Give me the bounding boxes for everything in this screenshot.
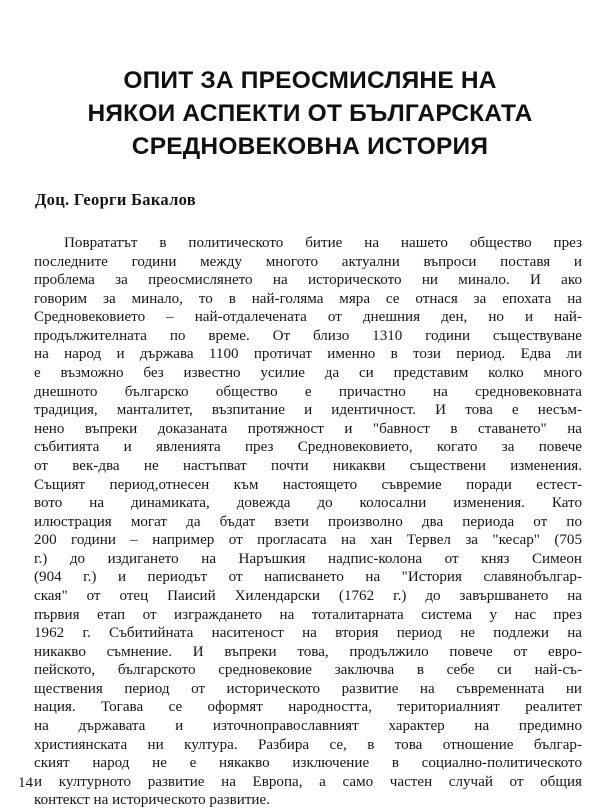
page-number: 14	[18, 775, 33, 791]
text-line: 1962 г. Събитийната наситеност на втория период не подлежи на	[34, 625, 582, 642]
text-line: илюстрация могат да бъдат взети произволно два периода от по	[34, 513, 582, 530]
text-line: Поврататът в политическото битие на нашето общество през	[64, 235, 582, 251]
author-byline: Доц. Георги Бакалов	[35, 190, 196, 209]
text-line: никакво съмнение. И въпреки това, продължило повече от евро-	[34, 643, 582, 660]
text-line: ществения период от историческото развитие на съвременната ни	[34, 680, 582, 697]
text-line: последните години между многото актуални въпроси поставя и	[34, 253, 582, 270]
text-line: 200 години – например от прогласата на хан Тервел за "кесар" (705	[34, 532, 582, 549]
body-paragraph	[34, 234, 582, 810]
text-line: събитията и явленията през Средновековието, когато за повече	[34, 439, 582, 456]
title-line: НЯКОИ АСПЕКТИ ОТ БЪЛГАРСКАТА	[87, 100, 533, 127]
text-line: Същият период,отнесен към настоящето съвремие поради естест-	[34, 476, 582, 493]
text-line: пейското, българското средновековие заключва в себе си най-съ-	[34, 662, 582, 679]
text-line: ският народ не е някакво изключение в социално-политическото	[34, 755, 582, 772]
text-line: от век-два не настъпват почти никакви съществени изменения.	[34, 457, 582, 474]
text-line: днешното българско общество е причастно на средновековната	[34, 383, 582, 400]
text-line: вото на динамиката, довежда до колосални изменения. Като	[34, 495, 582, 512]
text-line: християнската ни култура. Разбира се, в това отношение българ-	[34, 736, 582, 753]
title-line: ОПИТ ЗА ПРЕОСМИСЛЯНЕ НА	[123, 67, 497, 94]
text-line: ская" от отец Паисий Хилендарски (1762 г.) до завършването на	[34, 587, 582, 604]
text-line: продължителната по време. От близо 1310 години съществуване	[34, 327, 582, 344]
text-line: г.) до издигането на Наръшкия надпис-колона от княз Симеон	[34, 550, 582, 567]
text-line: говорим за минало, то в най-голяма мяра се отнася за епохата на	[34, 290, 582, 307]
text-line: Средновековието – най-отдалечената от днешния ден, но и най-	[34, 309, 582, 326]
text-line: (904 г.) и периодът от написването на "История славянобългар-	[34, 569, 582, 586]
text-line: нено въпреки доказаната протяжност и "бавност в ставането" на	[34, 420, 582, 437]
text-line: контекст на историческото развитие.	[34, 792, 270, 809]
text-line: традиция, манталитет, възпитание и идентичност. И това е несъм-	[34, 402, 582, 419]
text-line: е възможно без известно усилие да си представим колко много	[34, 365, 582, 382]
title-line: СРЕДНОВЕКОВНА ИСТОРИЯ	[131, 133, 489, 160]
text-line: първия етап от изграждането на тоталитарната система у нас през	[34, 606, 582, 623]
text-line: на народ и държава 1100 протичат именно в този период. Едва ли	[34, 346, 582, 363]
text-line: нация. Тогава се оформят народността, териториалният реалитет	[34, 699, 582, 716]
article-title	[40, 64, 580, 163]
text-line: проблема за преосмислянето на историческото ни минало. И ако	[34, 272, 582, 289]
text-line: и културното развитие на Европа, а само частен случай от общия	[34, 773, 582, 790]
text-line: на държавата и източноправославният характер на предимно	[34, 718, 582, 735]
